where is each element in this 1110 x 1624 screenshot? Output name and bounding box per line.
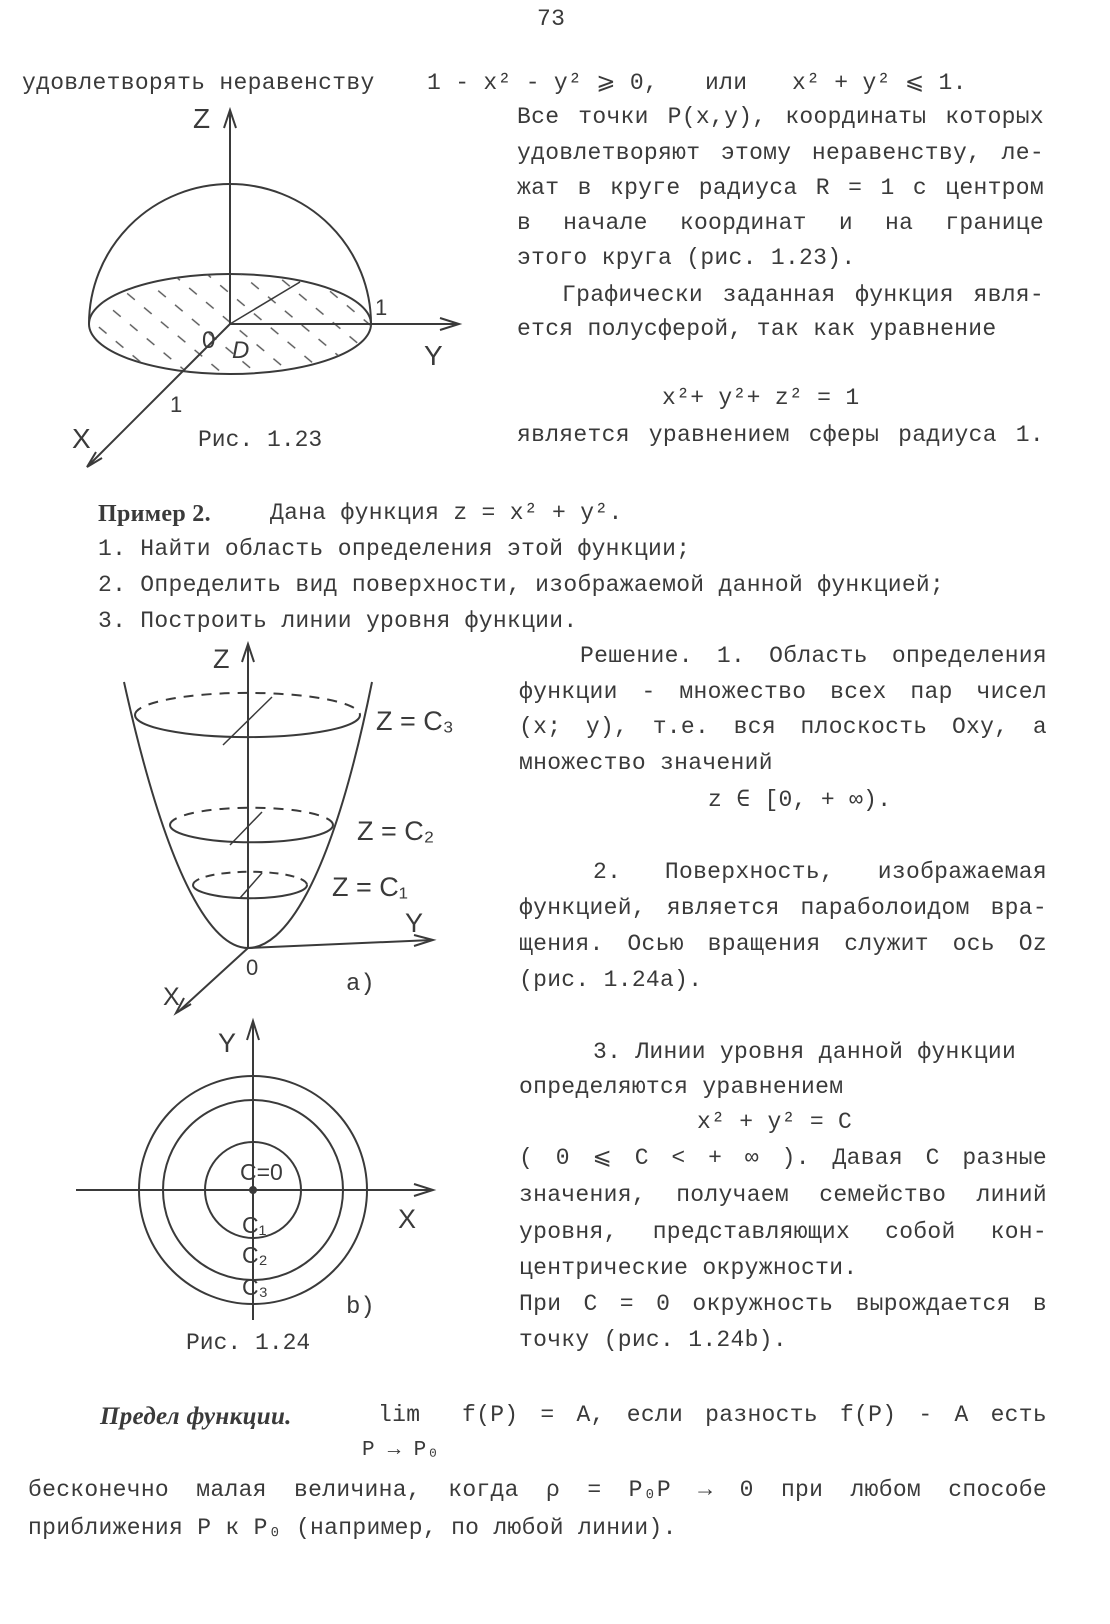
text-line: центрические окружности.: [519, 1255, 858, 1281]
level-c1-back: [193, 872, 307, 885]
task-item: 1. Найти область определения этой функции;: [98, 536, 691, 562]
text-line: этого круга (рис. 1.23).: [517, 245, 856, 271]
text-line: Решение. 1. Область определения: [580, 643, 1047, 669]
task-item: 2. Определить вид поверхности, изображаемой данной функцией;: [98, 572, 945, 598]
text-line: щения. Осью вращения служит ось Oz: [519, 931, 1047, 957]
fig123-origin-label: 0: [202, 327, 216, 354]
formula-subscript: P → P₀: [362, 1439, 440, 1462]
fig124a-c3-label: Z = C₃: [376, 706, 454, 736]
text-line: (рис. 1.24а).: [519, 967, 703, 993]
formula: x² + y² = C: [697, 1109, 853, 1135]
fig124a-origin-label: 0: [246, 955, 259, 980]
fig124b-c1-label: C₁: [242, 1212, 267, 1238]
text-line: уровня, представляющих собой кон-: [519, 1219, 1047, 1245]
x-axis: [178, 948, 248, 1012]
fig124b-c0-label: C=0: [240, 1159, 283, 1185]
text-line: множество значений: [519, 750, 773, 776]
text-line: ется полусферой, так как уравнение: [517, 316, 997, 342]
origin-point: [250, 1187, 256, 1193]
fig124b-y-label: Y: [218, 1028, 237, 1058]
fig124a-tag: a): [346, 971, 375, 998]
text-line: f(P) = A, если разность f(P) - A есть: [462, 1402, 1047, 1428]
text-line: является уравнением сферы радиуса 1.: [517, 422, 1044, 448]
fig123-one-x: 1: [170, 392, 183, 417]
text-line: точку (рис. 1.24b).: [519, 1327, 787, 1353]
text-line: значения, получаем семейство линий: [519, 1182, 1047, 1208]
fig124a-z-label: Z: [213, 644, 230, 674]
page-number: 73: [537, 6, 566, 32]
formula: x² + y² ⩽ 1.: [792, 70, 967, 96]
text-line: (x; y), т.е. вся плоскость Oxy, а: [519, 714, 1047, 740]
text-line: приближения P к P₀ (например, по любой линии).: [28, 1515, 677, 1541]
fig124a-x-label: X: [163, 983, 180, 1011]
text-line: функцией, является параболоидом вра-: [519, 895, 1047, 921]
text-line: удовлетворяют этому неравенству, ле-: [517, 140, 1044, 166]
formula: z ∈ [0, + ∞).: [708, 787, 892, 813]
fig123-x-label: X: [72, 423, 91, 454]
text-line: функции - множество всех пар чисел: [519, 679, 1047, 705]
fig124b-c3-label: C₃: [242, 1274, 268, 1300]
text-line: ( 0 ⩽ C < + ∞ ). Давая C разные: [519, 1145, 1047, 1171]
task-item: 3. Построить линии уровня функции.: [98, 608, 578, 634]
text-line: или: [705, 70, 748, 96]
section-label: Предел функции.: [100, 1403, 292, 1430]
fig123-caption: Рис. 1.23: [198, 427, 323, 453]
text-line: 2. Поверхность, изображаемая: [593, 859, 1047, 885]
formula: lim: [378, 1402, 421, 1428]
fig124b-x-label: X: [398, 1204, 417, 1234]
fig123-one-y: 1: [375, 295, 388, 320]
text-line: жат в круге радиуса R = 1 с центром: [517, 175, 1044, 201]
figure-hemisphere: [72, 103, 459, 467]
text-line: Графически заданная функция явля-: [562, 282, 1044, 308]
text-line: определяются уравнением: [519, 1074, 844, 1100]
fig124a-c1-label: Z = C₁: [332, 872, 408, 902]
text-line: в начале координат и на границе: [517, 210, 1044, 236]
text-line: бесконечно малая величина, когда ρ = P₀P → 0 при любом способе: [28, 1477, 1047, 1503]
fig124b-c2-label: C₂: [242, 1242, 268, 1268]
fig124a-c2-label: Z = C₂: [357, 816, 435, 846]
fig124-caption: Рис. 1.24: [186, 1330, 311, 1356]
text-line: При C = 0 окружность вырождается в: [519, 1291, 1047, 1317]
formula: x²+ y²+ z² = 1: [662, 385, 860, 411]
formula: 1 - x² - y² ⩾ 0,: [427, 70, 659, 96]
level-c2-front: [170, 825, 333, 842]
fig123-y-label: Y: [424, 340, 443, 371]
fig123-z-label: Z: [193, 103, 211, 134]
text-line: 3. Линии уровня данной функции: [593, 1039, 1017, 1065]
fig124b-tag: b): [346, 1294, 375, 1321]
example-label: Пример 2.: [98, 501, 211, 527]
text-line: Все точки P(x,y), координаты которых: [517, 104, 1044, 130]
y-axis: [248, 940, 432, 948]
fig123-d-label: D: [232, 337, 250, 364]
text-line: удовлетворять неравенству: [22, 70, 375, 96]
fig124a-y-label: Y: [405, 908, 424, 938]
text-line: Дана функция z = x² + y².: [270, 500, 623, 526]
